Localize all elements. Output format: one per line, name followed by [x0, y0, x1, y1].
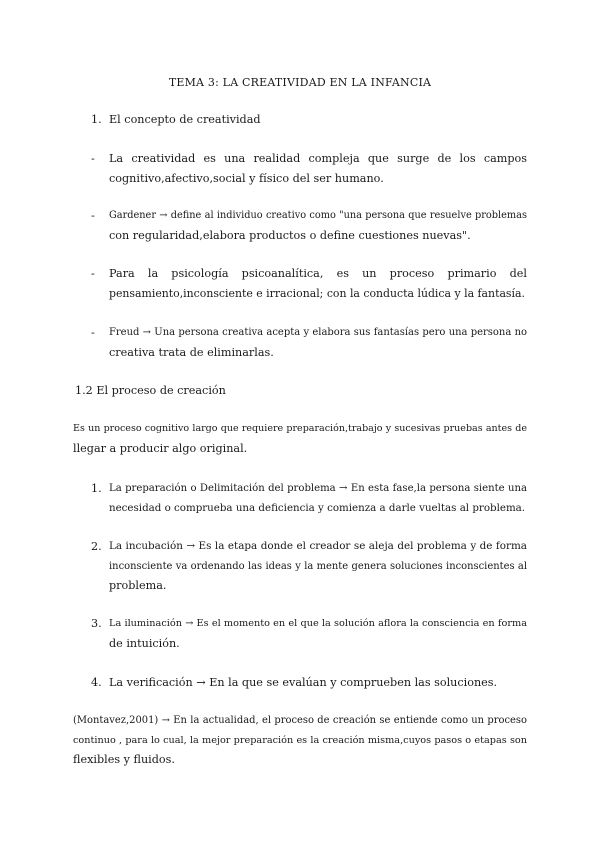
bullet-line: La creatividad es una realidad compleja que surge de los campos	[109, 152, 527, 165]
bullet-line: pensamiento,inconsciente e irracional; con la conducta lúdica y la fantasía.	[109, 286, 525, 300]
paragraph-line: Es un proceso cognitivo largo que requiere preparación,trabajo y sucesivas pruebas antes de	[73, 423, 527, 434]
step-line: La incubación → Es la etapa donde el creador se aleja del problema y de forma	[109, 540, 527, 552]
bullet-item	[109, 264, 527, 303]
step-item	[109, 537, 527, 596]
paragraph-line: flexibles y fluidos.	[73, 753, 175, 766]
paragraph-line: llegar a producir algo original.	[73, 441, 248, 455]
bullet-line: Freud → Una persona creativa acepta y elabora sus fantasías pero una persona no	[109, 327, 527, 338]
bullet-marker: -	[91, 209, 95, 222]
step-item	[109, 614, 527, 653]
bullet-item	[109, 323, 527, 362]
bullet-line: con regularidad,elabora productos o define cuestiones nuevas".	[109, 228, 471, 242]
step-number: 2.	[91, 540, 102, 553]
step-number: 1.	[91, 482, 102, 495]
step-line: La verificación → En la que se evalúan y comprueben las soluciones.	[109, 676, 498, 689]
bullet-line: creativa trata de eliminarlas.	[109, 345, 274, 359]
step-line: problema.	[109, 579, 167, 592]
page-title: TEMA 3: LA CREATIVIDAD EN LA INFANCIA	[168, 76, 432, 89]
step-item	[109, 479, 527, 518]
step-line: necesidad o comprueba una deficiencia y comienza a darle vueltas al problema.	[109, 501, 526, 514]
paragraph-line: continuo , para lo cual, la mejor preparación es la creación misma,cuyos pasos o etapas son	[73, 734, 527, 746]
bullet-marker: -	[91, 152, 95, 165]
bullet-line: Gardener → define al individuo creativo como "una persona que resuelve problemas	[109, 210, 527, 221]
bullet-item	[109, 149, 527, 188]
step-number: 3.	[91, 617, 102, 630]
step-line: La preparación o Delimitación del problema → En esta fase,la persona siente una	[109, 483, 527, 494]
bullet-item	[109, 206, 527, 245]
bullet-line: Para la psicología psicoanalítica, es un proceso primario del	[109, 267, 527, 280]
subsection-heading: 1.2 El proceso de creación	[75, 384, 226, 397]
section-number: 1.	[91, 113, 102, 126]
intro-paragraph	[73, 419, 527, 458]
bullet-line: cognitivo,afectivo,social y físico del ser humano.	[109, 171, 384, 185]
step-line: inconsciente va ordenando las ideas y la mente genera soluciones inconscientes al	[109, 560, 527, 572]
section-heading: El concepto de creatividad	[109, 113, 261, 126]
bullet-marker: -	[91, 326, 95, 339]
step-line: de intuición.	[109, 636, 180, 650]
step-line: La iluminación → Es el momento en el que la solución aflora la consciencia en forma	[109, 618, 527, 629]
step-item	[109, 673, 527, 693]
closing-paragraph	[73, 711, 527, 770]
paragraph-line: (Montavez,2001) → En la actualidad, el proceso de creación se entiende como un proceso	[73, 715, 527, 726]
bullet-marker: -	[91, 267, 95, 280]
step-number: 4.	[91, 676, 102, 689]
